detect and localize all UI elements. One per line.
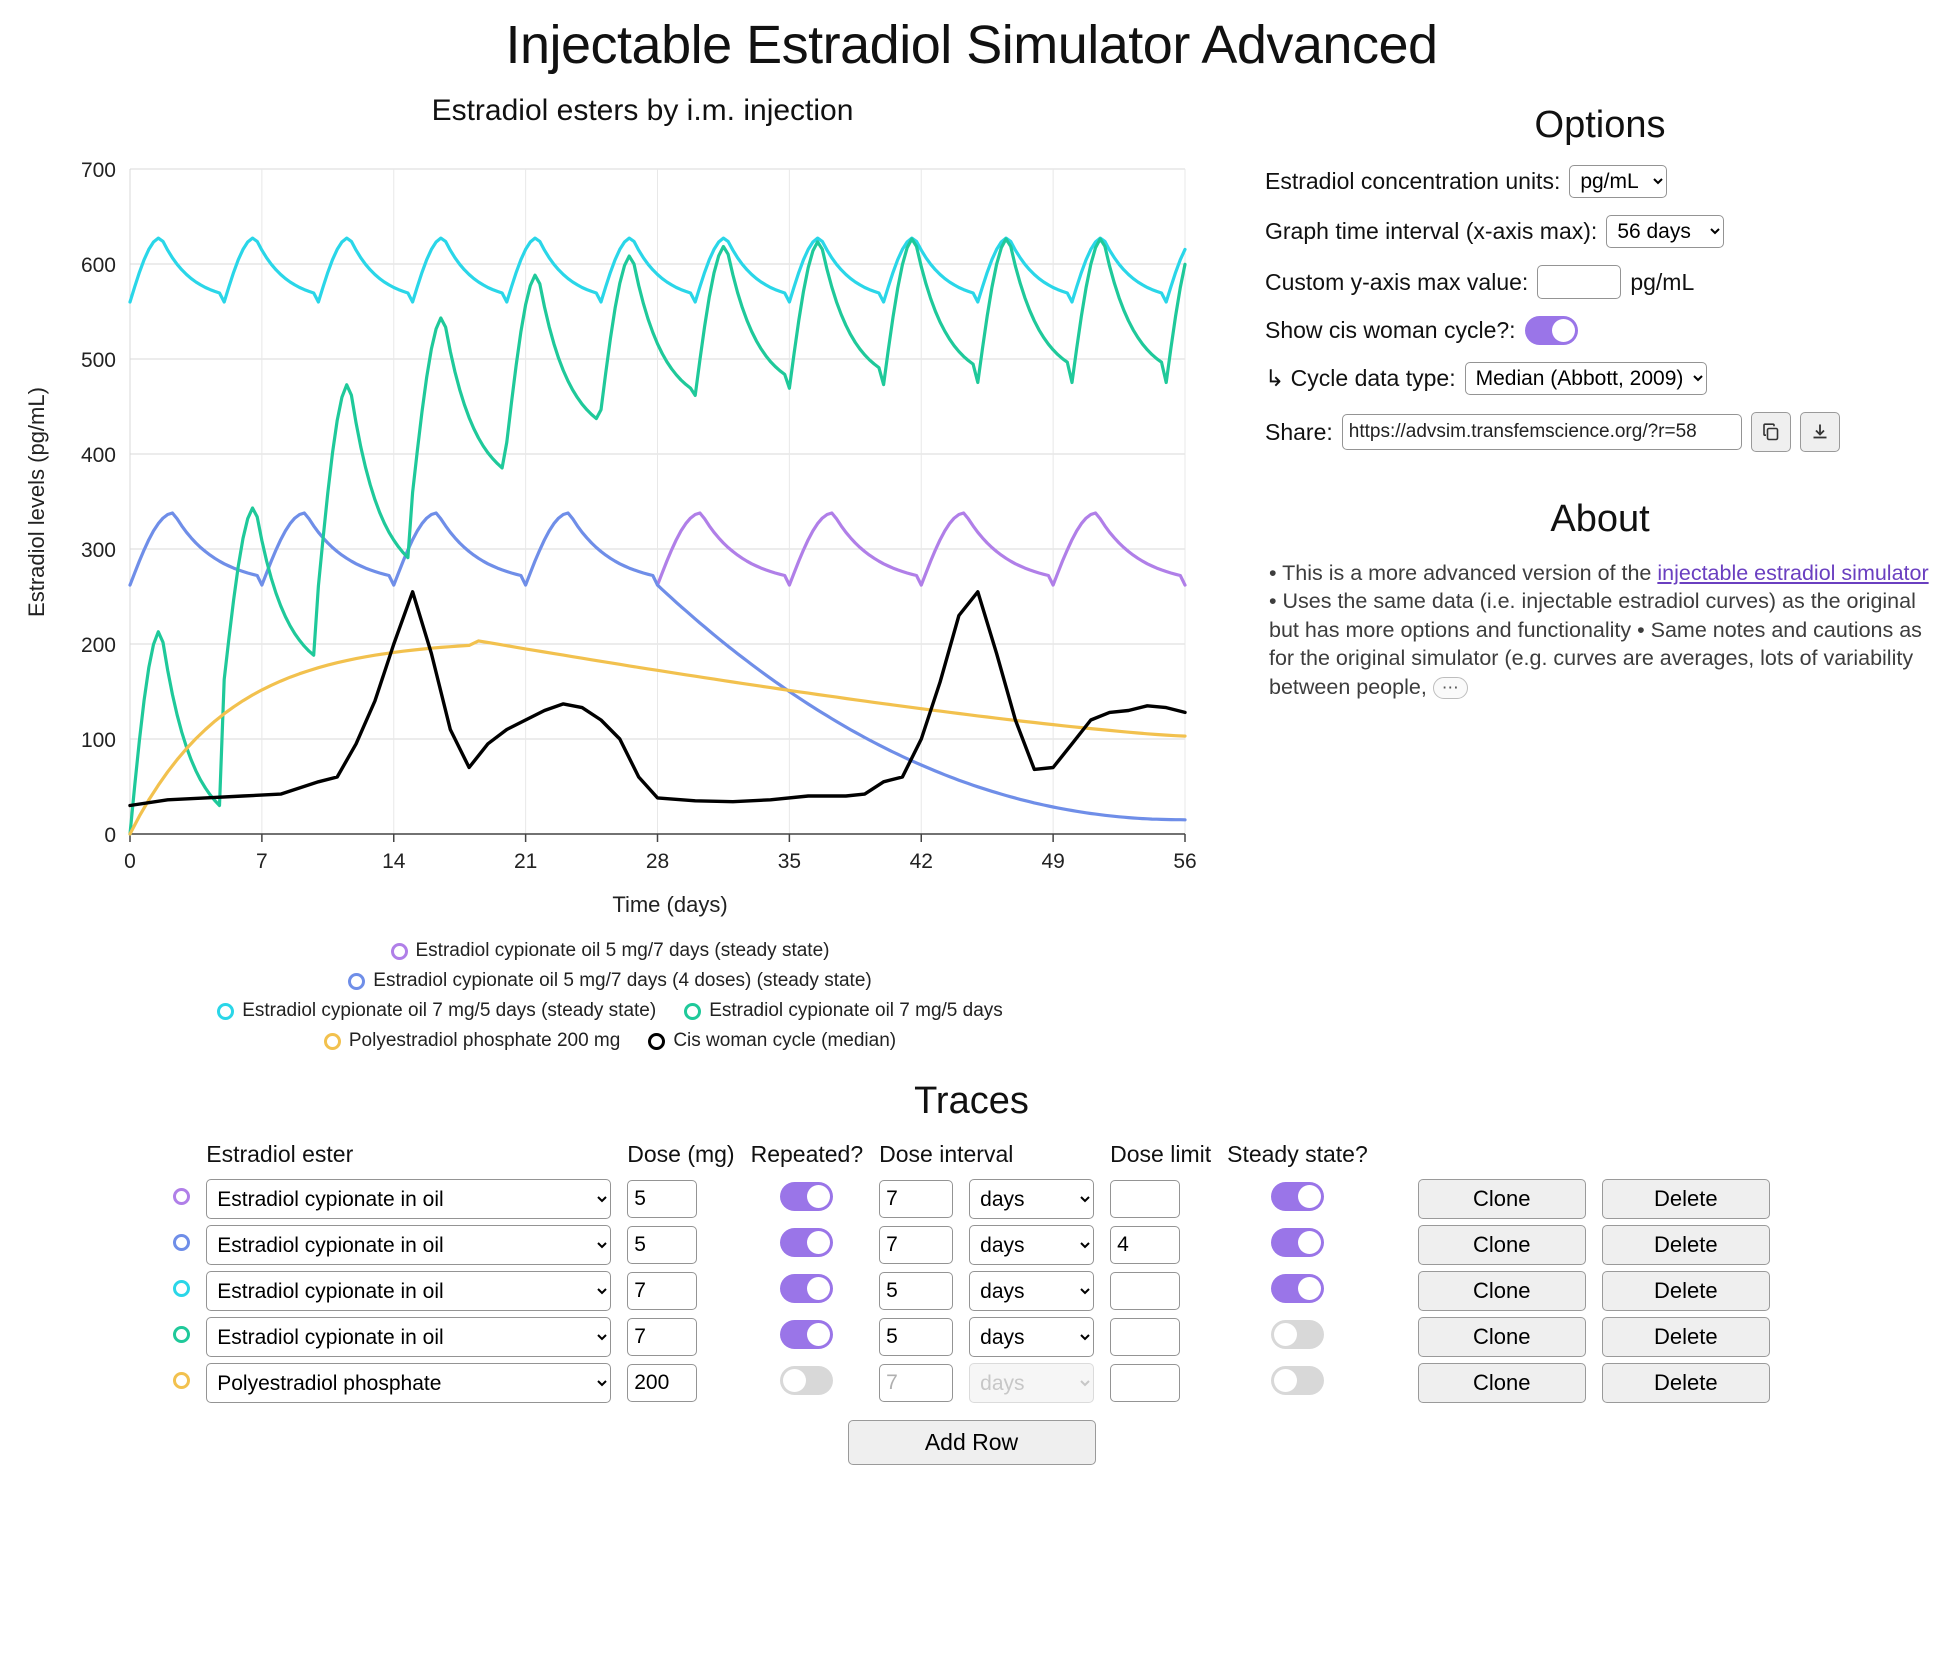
dose-cell [619,1222,742,1268]
dose-interval-unit-select[interactable] [969,1225,1094,1265]
legend-color-dot [684,1003,701,1020]
units-row [1265,165,1935,198]
injectable-simulator-link[interactable]: injectable estradiol simulator [1657,561,1929,585]
dose-interval-input[interactable] [879,1318,953,1356]
delete-button[interactable]: Delete [1602,1179,1770,1219]
custom-ymax-input[interactable] [1537,265,1621,299]
dose-limit-input[interactable] [1110,1364,1180,1402]
repeated-cell [743,1268,872,1314]
col-steady: Steady state? [1227,1141,1368,1167]
trace-color-dot [173,1326,190,1343]
legend-item[interactable] [324,1030,620,1052]
legend-color-dot [648,1033,665,1050]
traces-heading: Traces [914,1080,1029,1122]
trace-color-cell [165,1176,198,1222]
about-line-1: • This is a more advanced version of the [1269,561,1658,585]
dose-cell [619,1314,742,1360]
page-title: Injectable Estradiol Simulator Advanced [505,15,1438,75]
graph-interval-label: Graph time interval (x-axis max): [1265,218,1598,244]
copy-icon[interactable] [1751,412,1791,452]
dose-interval-cell [871,1360,961,1406]
plot-area [10,134,1210,934]
options-column [1245,86,1935,701]
table-row [165,1268,1778,1314]
delete-cell [1594,1176,1778,1222]
clone-button[interactable]: Clone [1418,1271,1586,1311]
dose-cell [619,1360,742,1406]
clone-cell [1376,1176,1594,1222]
clone-button[interactable]: Clone [1418,1179,1586,1219]
delete-button[interactable]: Delete [1602,1225,1770,1265]
legend-label: Polyestradiol phosphate 200 mg [348,1030,621,1051]
dose-input[interactable] [627,1364,697,1402]
about-heading: About [1550,498,1650,540]
table-row [165,1222,1778,1268]
ester-cell [198,1176,619,1222]
ester-select[interactable] [206,1363,611,1403]
svg-text:35: 35 [777,850,802,873]
svg-text:100: 100 [80,729,116,752]
share-row [1265,412,1935,452]
cycle-type-select[interactable] [1465,362,1707,395]
delete-cell [1594,1314,1778,1360]
ester-select[interactable] [206,1225,611,1265]
units-label: Estradiol concentration units: [1265,168,1561,194]
graph-interval-row [1265,215,1935,248]
dose-limit-cell [1102,1360,1219,1406]
steady-state-cell [1219,1360,1376,1406]
trace-color-cell [165,1222,198,1268]
legend-row [348,970,871,992]
legend-item[interactable] [348,970,871,992]
y-axis-label: Estradiol levels (pg/mL) [24,387,49,617]
steady-state-toggle[interactable] [1271,1182,1324,1211]
svg-text:56: 56 [1173,850,1197,873]
steady-state-cell [1219,1176,1376,1222]
delete-button[interactable]: Delete [1602,1317,1770,1357]
ester-cell [198,1268,619,1314]
legend-row [324,1030,896,1052]
chart-column [0,86,1245,1052]
trace-color-cell [165,1360,198,1406]
traces-section [0,1080,1943,1465]
dose-limit-cell [1102,1268,1219,1314]
dose-limit-input[interactable] [1110,1318,1180,1356]
chart-legend [10,940,1210,1052]
svg-text:500: 500 [80,349,116,372]
col-limit: Dose limit [1110,1141,1212,1167]
trace-color-dot [173,1188,190,1205]
about-line-2: • Uses the same data (i.e. injectable estradiol curves) as the original but has more options and functionality • Same notes and cautions as for the original simulator (e.g. curves are averages, lots of variability between people, [1269,589,1922,699]
col-dose: Dose (mg) [627,1141,735,1167]
main-content [0,86,1943,1052]
cycle-type-label: ↳ Cycle data type: [1265,365,1456,391]
dose-limit-cell [1102,1314,1219,1360]
custom-ymax-row [1265,265,1935,299]
share-url-input[interactable] [1342,414,1742,450]
traces-table [165,1141,1778,1406]
dose-limit-input[interactable] [1110,1180,1180,1218]
steady-state-cell [1219,1268,1376,1314]
graph-interval-select[interactable] [1606,215,1724,248]
dose-cell [619,1176,742,1222]
dose-interval-unit-cell [961,1222,1102,1268]
delete-cell [1594,1268,1778,1314]
steady-state-toggle[interactable] [1271,1228,1324,1257]
legend-item[interactable] [684,1000,1003,1022]
svg-text:42: 42 [909,850,933,873]
repeated-cell [743,1222,872,1268]
legend-color-dot [217,1003,234,1020]
trace-color-dot [173,1372,190,1389]
legend-label: Cis woman cycle (median) [673,1030,897,1051]
dose-limit-input[interactable] [1110,1272,1180,1310]
units-select[interactable] [1569,165,1667,198]
svg-text:0: 0 [104,824,116,847]
dose-interval-cell [871,1268,961,1314]
dose-interval-unit-cell [961,1268,1102,1314]
svg-text:300: 300 [80,539,116,562]
trace-color-dot [173,1280,190,1297]
svg-text:200: 200 [80,634,116,657]
dose-interval-input[interactable] [879,1226,953,1264]
ester-cell [198,1222,619,1268]
legend-color-dot [324,1033,341,1050]
repeated-toggle[interactable] [780,1366,833,1395]
legend-label: Estradiol cypionate oil 5 mg/7 days (4 doses) (steady state) [373,970,872,991]
legend-row [391,940,830,962]
steady-state-cell [1219,1314,1376,1360]
svg-text:600: 600 [80,254,116,277]
dose-input[interactable] [627,1226,697,1264]
delete-button[interactable]: Delete [1602,1363,1770,1403]
svg-text:49: 49 [1041,850,1065,873]
trace-color-cell [165,1314,198,1360]
ester-select[interactable] [206,1317,611,1357]
legend-item[interactable] [217,1000,656,1022]
col-ester: Estradiol ester [206,1141,354,1167]
ester-select[interactable] [206,1179,611,1219]
legend-item[interactable] [648,1030,896,1052]
col-interval: Dose interval [879,1141,1014,1167]
repeated-toggle[interactable] [780,1274,833,1303]
cycle-toggle-label: Show cis woman cycle?: [1265,317,1516,343]
col-repeated: Repeated? [750,1141,864,1167]
svg-text:700: 700 [80,159,116,182]
dose-input[interactable] [627,1272,697,1310]
legend-color-dot [348,973,365,990]
ester-select[interactable] [206,1271,611,1311]
about-more-button[interactable]: ⋯ [1433,677,1468,699]
dose-interval-cell [871,1314,961,1360]
delete-cell [1594,1360,1778,1406]
options-heading: Options [1534,104,1666,146]
table-row [165,1176,1778,1222]
steady-state-toggle[interactable] [1271,1274,1324,1303]
legend-item[interactable] [391,940,830,962]
svg-text:21: 21 [513,850,538,873]
legend-label: Estradiol cypionate oil 5 mg/7 days (steady state) [415,940,830,961]
col-color [165,1141,198,1176]
dose-cell [619,1268,742,1314]
dose-interval-unit-select[interactable] [969,1271,1094,1311]
ester-cell [198,1360,619,1406]
svg-text:7: 7 [256,850,268,873]
dose-interval-cell [871,1176,961,1222]
dose-interval-input[interactable] [879,1180,953,1218]
dose-interval-unit-select[interactable] [969,1317,1094,1357]
delete-button[interactable]: Delete [1602,1271,1770,1311]
share-label: Share: [1265,418,1333,445]
clone-cell [1376,1314,1594,1360]
dose-interval-input[interactable] [879,1272,953,1310]
x-axis-label: Time (days) [612,892,728,917]
table-row [165,1314,1778,1360]
about-text [1265,559,1935,701]
svg-text:28: 28 [645,850,670,873]
steady-state-cell [1219,1222,1376,1268]
clone-button[interactable]: Clone [1418,1317,1586,1357]
chart-title: Estradiol esters by i.m. injection [431,94,854,127]
repeated-cell [743,1314,872,1360]
cycle-type-row [1265,362,1935,395]
svg-text:0: 0 [124,850,136,873]
dose-interval-unit-cell [961,1314,1102,1360]
trace-color-cell [165,1268,198,1314]
dose-interval-unit-select [969,1363,1094,1403]
repeated-cell [743,1176,872,1222]
clone-cell [1376,1222,1594,1268]
steady-state-toggle[interactable] [1271,1320,1324,1349]
clone-cell [1376,1360,1594,1406]
dose-interval-cell [871,1222,961,1268]
legend-label: Estradiol cypionate oil 7 mg/5 days [709,1000,1003,1021]
dose-limit-cell [1102,1176,1219,1222]
trace-color-dot [173,1234,190,1251]
ester-cell [198,1314,619,1360]
col-actions [1376,1141,1778,1176]
dose-input[interactable] [627,1180,697,1218]
legend-label: Estradiol cypionate oil 7 mg/5 days (steady state) [242,1000,657,1021]
dose-interval-unit-cell [961,1176,1102,1222]
repeated-toggle[interactable] [780,1182,833,1211]
dose-limit-cell [1102,1222,1219,1268]
traces-header-row [165,1141,1778,1176]
cycle-toggle-row [1265,316,1935,345]
download-icon[interactable] [1800,412,1840,452]
svg-text:400: 400 [80,444,116,467]
legend-color-dot [391,943,408,960]
repeated-cell [743,1360,872,1406]
estradiol-plot [10,134,1210,934]
dose-interval-unit-cell [961,1360,1102,1406]
steady-state-toggle[interactable] [1271,1366,1324,1395]
clone-button[interactable]: Clone [1418,1363,1586,1403]
repeated-toggle[interactable] [780,1320,833,1349]
legend-row [217,1000,1003,1022]
clone-cell [1376,1268,1594,1314]
custom-ymax-label: Custom y-axis max value: [1265,268,1529,295]
add-row-container [0,1420,1943,1465]
dose-limit-input[interactable] [1110,1226,1180,1264]
custom-ymax-suffix: pg/mL [1630,268,1695,295]
dose-input[interactable] [627,1318,697,1356]
delete-cell [1594,1222,1778,1268]
dose-interval-unit-select[interactable] [969,1179,1094,1219]
dose-interval-input [879,1364,953,1402]
clone-button[interactable]: Clone [1418,1225,1586,1265]
show-cycle-toggle[interactable] [1525,316,1578,345]
svg-text:14: 14 [382,850,406,873]
repeated-toggle[interactable] [780,1228,833,1257]
add-row-button[interactable]: Add Row [848,1420,1096,1465]
table-row [165,1360,1778,1406]
